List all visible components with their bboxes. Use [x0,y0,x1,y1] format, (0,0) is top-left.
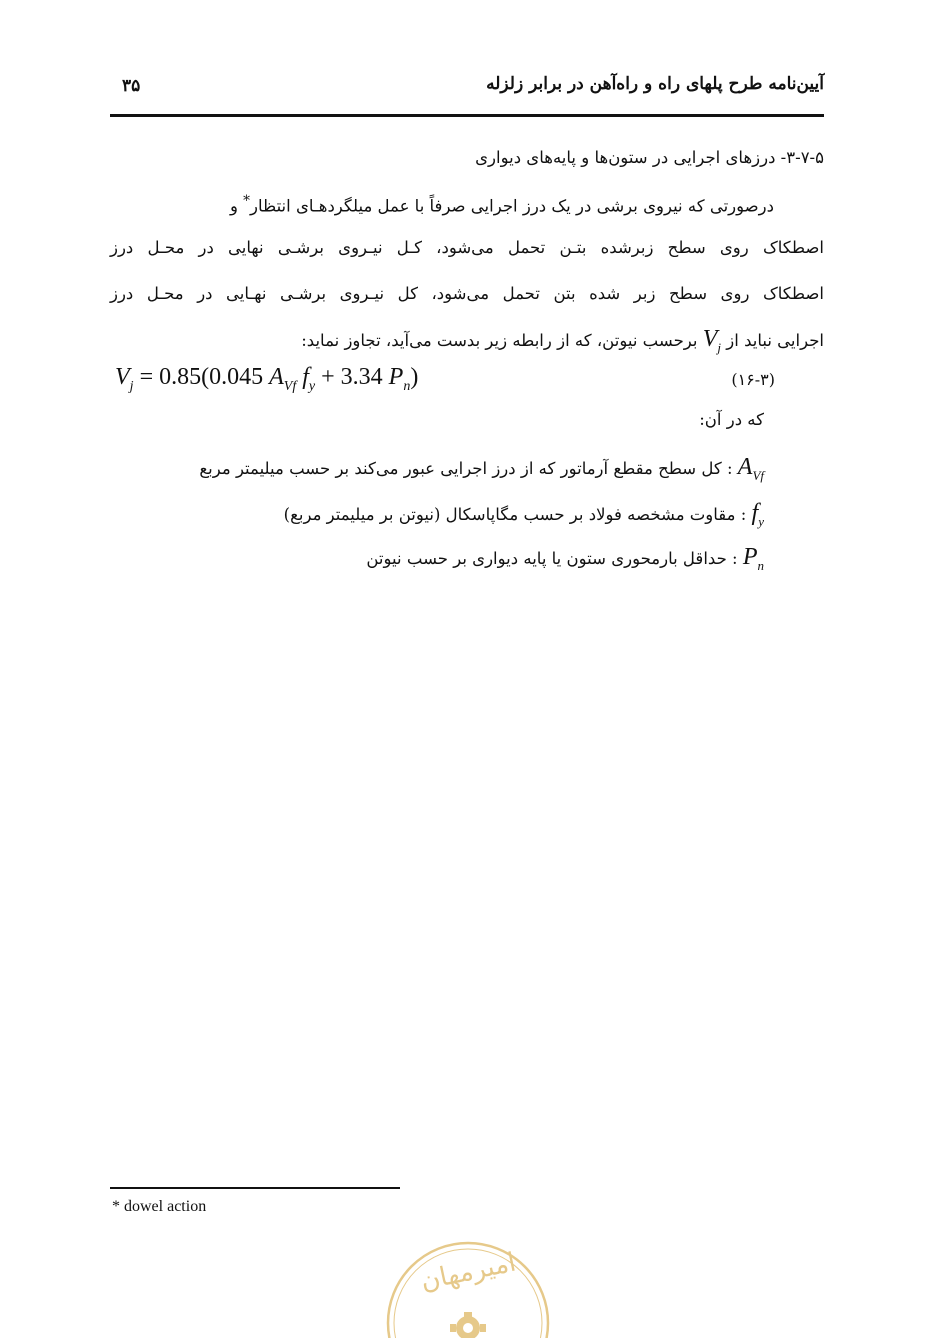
paragraph-line-1 [230,193,774,216]
definition-text: : کل سطح مقطع آرماتور که از درز اجرایی عبور می‌کند بر حسب میلیمتر مربع [199,459,733,478]
running-title: آیین‌نامه طرح پلهای راه و راه‌آهن در برابر زلزله [486,74,824,94]
eq-a: 0.045 [209,364,264,390]
footnote-rule [110,1187,400,1189]
svg-text:امیرمهان: امیرمهان [418,1247,519,1297]
page-header [110,68,824,108]
page-number: ۳۵ [122,76,141,96]
definition-text: : مقاوت مشخصه فولاد بر حسب مگاپاسکال (نیوتن بر میلیمتر مربع) [283,505,747,524]
definition-text: : حداقل بارمحوری ستون یا پایه دیواری بر حسب نیوتن [366,549,738,568]
definition-avf [199,454,764,484]
section-heading: ۳-۷-۵- درزهای اجرایی در ستون‌ها و پایه‌های دیواری [475,148,824,167]
vj-symbol: $V_j$ [702,326,722,355]
avf-symbol: $A_{Vf}$ [737,454,764,483]
line-4-post: برحسب نیوتن، که از رابطه زیر بدست می‌آید، تجاوز نماید: [301,331,698,350]
paragraph-line-2: اصطکاک روی سطح زبرشده بتـن تحمل می‌شود، کـل نیـروی برشـی نهایی در محـل درز [110,238,824,257]
line-1-text: درصورتی که نیروی برشی در یک درز اجرایی صرفاً با عمل میلگردهـای انتظار [250,196,774,216]
eq-coef: 0.85 [159,364,202,390]
definition-pn [366,544,764,574]
where-label: که در آن: [699,410,764,429]
paragraph-line-3: اصطکاک روی سطح زبر شده بتن تحمل می‌شود، کل نیـروی برشـی نهـایی در محـل درز [110,284,824,303]
line-4-pre: اجرایی نباید از [726,331,824,350]
paragraph-line-4 [301,326,824,356]
header-rule [110,114,824,117]
fy-symbol: $f_y$ [751,500,764,529]
equation-row [115,364,775,398]
footnote: * dowel action [112,1198,207,1215]
equation: $V_j = 0.85(0.045$ $A_{Vf}$ $f_y + 3.34$ $P_n$) [115,364,419,394]
footnote-mark: * [243,193,251,209]
line-1-tail: و [229,196,238,216]
equation-number: (۱۶-۳) [731,370,775,389]
definition-fy [284,500,764,530]
eq-b: 3.34 [340,364,383,390]
watermark-seal [378,1228,558,1338]
pn-symbol: $P_n$ [742,544,764,573]
